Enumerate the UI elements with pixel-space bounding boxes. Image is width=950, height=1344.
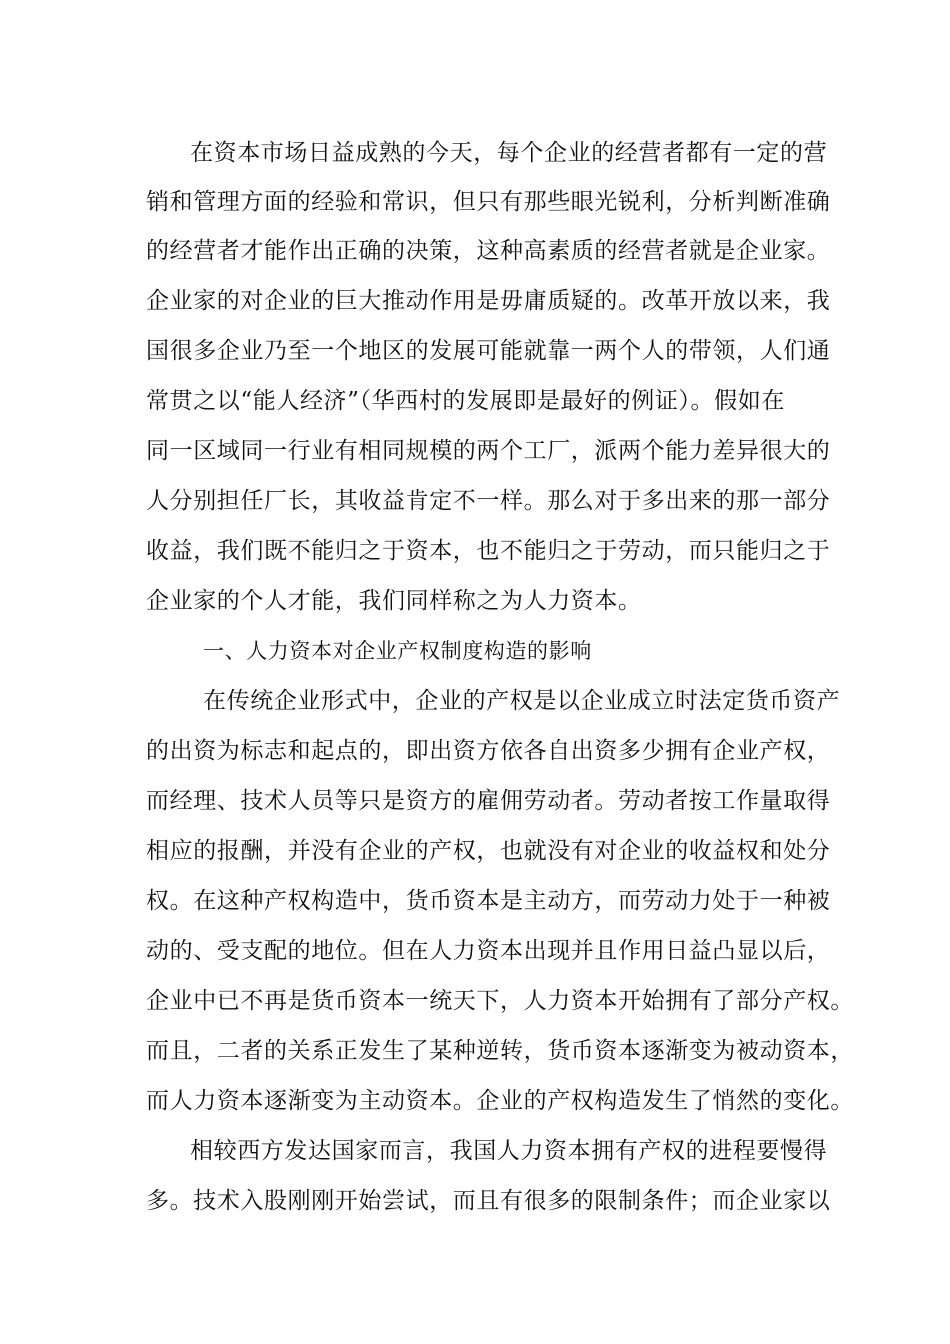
paragraph-line: 相较西方发达国家而言，我国人力资本拥有产权的进程要慢得 [190,1138,828,1164]
paragraph-line: 同一区域同一行业有相同规模的两个工厂，派两个能力差异很大的 [146,438,831,464]
section-heading: 一、人力资本对企业产权制度构造的影响 [203,639,592,663]
paragraph-line: 企业家的对企业的巨大推动作用是毋庸质疑的。改革开放以来，我 [146,288,831,314]
paragraph-line: 多。技术入股刚刚开始尝试，而且有很多的限制条件；而企业家以 [146,1188,831,1214]
paragraph-line: 常贯之以“能人经济”（华西村的发展即是最好的例证）。假如在 [146,388,785,414]
paragraph-line: 而经理、技术人员等只是资方的雇佣劳动者。劳动者按工作量取得 [146,788,831,814]
paragraph-line: 企业中已不再是货币资本一统天下，人力资本开始拥有了部分产权。 [146,988,854,1014]
paragraph-line: 国很多企业乃至一个地区的发展可能就靠一两个人的带领，人们通 [146,338,831,364]
paragraph-line: 人分别担任厂长，其收益肯定不一样。那么对于多出来的那一部分 [146,488,831,514]
paragraph-line: 动的、受支配的地位。但在人力资本出现并且作用日益凸显以后， [146,938,831,964]
paragraph-line: 的经营者才能作出正确的决策，这种高素质的经营者就是企业家。 [146,238,831,264]
paragraph-line: 在资本市场日益成熟的今天，每个企业的经营者都有一定的营 [190,140,828,166]
paragraph-line: 而且，二者的关系正发生了某种逆转，货币资本逐渐变为被动资本， [146,1038,854,1064]
paragraph-line: 而人力资本逐渐变为主动资本。企业的产权构造发生了悄然的变化。 [146,1088,854,1114]
paragraph-line: 企业家的个人才能，我们同样称之为人力资本。 [146,588,642,614]
paragraph-line: 权。在这种产权构造中，货币资本是主动方，而劳动力处于一种被 [146,888,831,914]
paragraph-line: 收益，我们既不能归之于资本，也不能归之于劳动，而只能归之于 [146,538,831,564]
paragraph-line: 的出资为标志和起点的，即出资方依各自出资多少拥有企业产权， [146,738,831,764]
paragraph-line: 销和管理方面的经验和常识，但只有那些眼光锐利，分析判断准确 [146,189,831,215]
paragraph-line: 相应的报酬，并没有企业的产权，也就没有对企业的收益权和处分 [146,838,831,864]
paragraph-line: 在传统企业形式中，企业的产权是以企业成立时法定货币资产 [203,688,841,714]
